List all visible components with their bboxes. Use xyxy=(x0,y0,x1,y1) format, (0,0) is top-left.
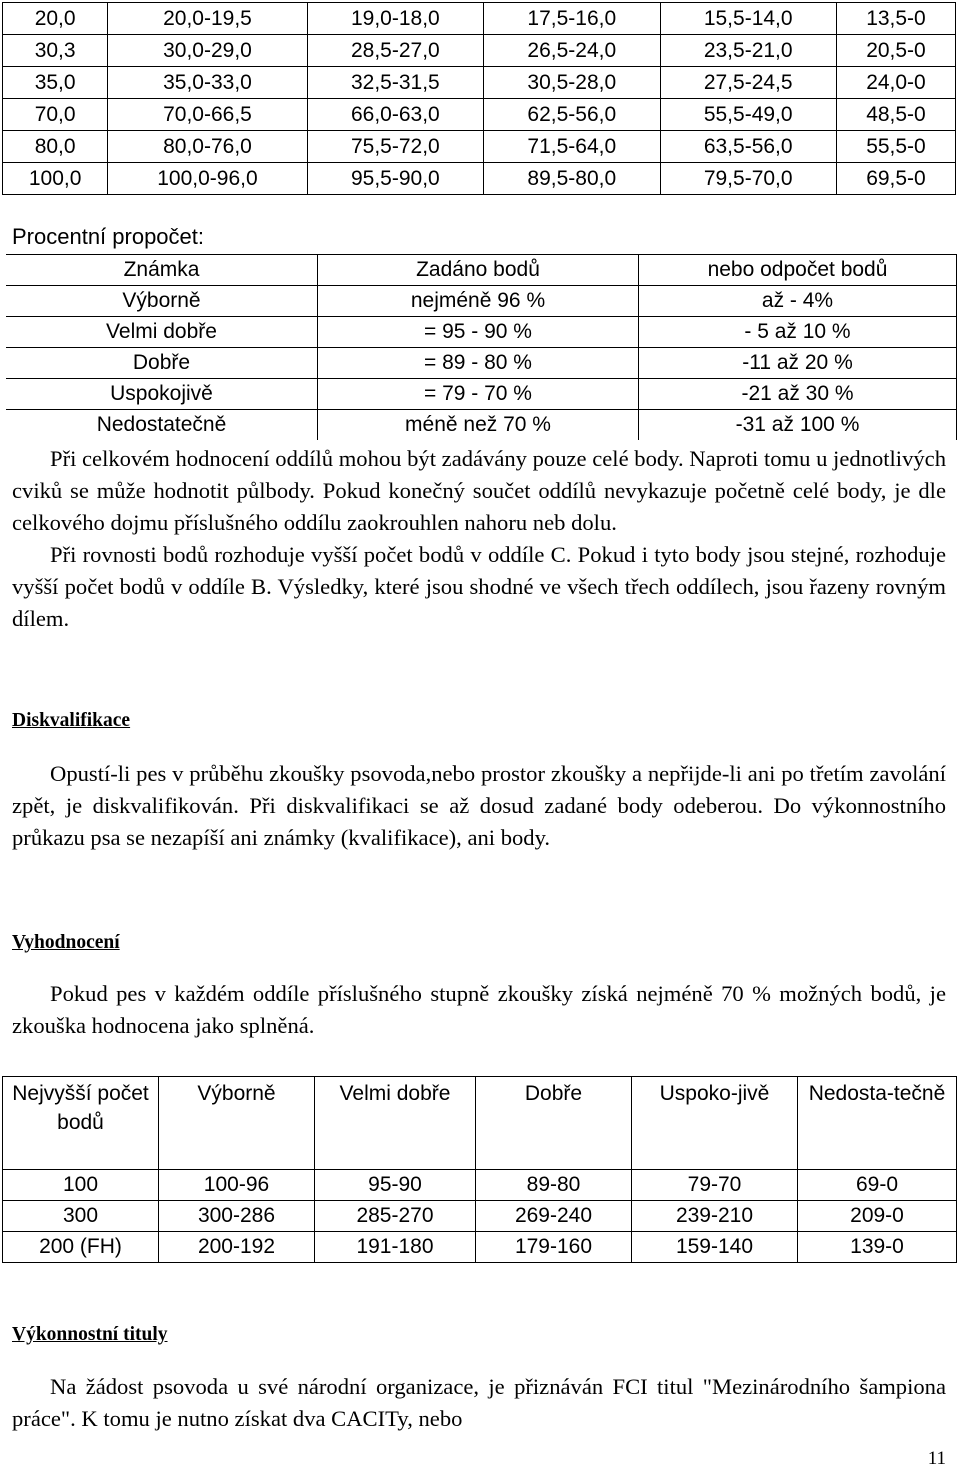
paragraph: Pokud pes v každém oddíle příslušného stupně zkoušky získá nejméně 70 % možných bodů, je zkouška hodnocena jako splněná. xyxy=(12,981,946,1038)
table-row xyxy=(3,163,956,195)
table-row xyxy=(3,3,956,35)
table-cell: 32,5-31,5 xyxy=(307,67,483,99)
table-cell: 300-286 xyxy=(159,1201,315,1232)
table-header-row xyxy=(3,1077,957,1170)
vyhodnoceni-text xyxy=(12,978,946,1042)
table-cell: 159-140 xyxy=(632,1232,798,1263)
table-cell: 75,5-72,0 xyxy=(307,131,483,163)
table-cell: 20,0 xyxy=(3,3,108,35)
table-cell: 70,0 xyxy=(3,99,108,131)
table-cell: 200-192 xyxy=(159,1232,315,1263)
section-heading-vyhodnoceni: Vyhodnocení xyxy=(12,932,120,953)
table-cell: -11 až 20 % xyxy=(639,348,957,379)
table-cell: Velmi dobře xyxy=(6,317,318,348)
rules-text xyxy=(12,443,946,635)
table-cell: 95-90 xyxy=(315,1170,476,1201)
table-cell: 28,5-27,0 xyxy=(307,35,483,67)
table-cell: 62,5-56,0 xyxy=(484,99,660,131)
percent-table xyxy=(6,254,957,440)
table-cell: 30,0-29,0 xyxy=(108,35,307,67)
table-cell: 20,0-19,5 xyxy=(108,3,307,35)
table-cell: = 79 - 70 % xyxy=(318,379,639,410)
table-cell: = 89 - 80 % xyxy=(318,348,639,379)
table-cell: 55,5-49,0 xyxy=(660,99,836,131)
table-cell: Výborně xyxy=(6,286,318,317)
table-row xyxy=(3,1201,957,1232)
table-cell: 17,5-16,0 xyxy=(484,3,660,35)
table-cell: 100,0 xyxy=(3,163,108,195)
header-cell: Nedosta-tečně xyxy=(798,1077,957,1170)
header-cell: Uspoko-jivě xyxy=(632,1077,798,1170)
table-cell: 69-0 xyxy=(798,1170,957,1201)
table-cell: 20,5-0 xyxy=(836,35,955,67)
table-cell: méně než 70 % xyxy=(318,410,639,441)
table-cell: 19,0-18,0 xyxy=(307,3,483,35)
table-cell: nejméně 96 % xyxy=(318,286,639,317)
table-row xyxy=(3,35,956,67)
table-row xyxy=(3,67,956,99)
table-cell: 100-96 xyxy=(159,1170,315,1201)
table-cell: - 5 až 10 % xyxy=(639,317,957,348)
table-cell: 100 xyxy=(3,1170,159,1201)
table-row xyxy=(6,286,957,317)
ranges-table xyxy=(2,2,956,195)
table-cell: 269-240 xyxy=(476,1201,632,1232)
table-cell: 89,5-80,0 xyxy=(484,163,660,195)
table-cell: 30,3 xyxy=(3,35,108,67)
paragraph: Při celkovém hodnocení oddílů mohou být zadávány pouze celé body. Naproti tomu u jednotlivých cviků se může hodnotit půlbody. Pokud konečný součet oddílů nevykazuje početně celé body, je dle celkového dojmu příslušného oddílu zaokrouhlen nahoru neb dolu. xyxy=(12,446,946,535)
header-cell: Dobře xyxy=(476,1077,632,1170)
table-cell: Dobře xyxy=(6,348,318,379)
table-cell: = 95 - 90 % xyxy=(318,317,639,348)
table-cell: 13,5-0 xyxy=(836,3,955,35)
table-cell: 80,0-76,0 xyxy=(108,131,307,163)
table-cell: 35,0-33,0 xyxy=(108,67,307,99)
table-cell: 89-80 xyxy=(476,1170,632,1201)
paragraph: Na žádost psovoda u své národní organizace, je přiznáván FCI titul "Mezinárodního šampiona práce". K tomu je nutno získat dva CACITy, nebo xyxy=(12,1374,946,1431)
table-cell: 23,5-21,0 xyxy=(660,35,836,67)
table-row xyxy=(3,1170,957,1201)
header-cell: Zadáno bodů xyxy=(318,255,639,286)
table-cell: 26,5-24,0 xyxy=(484,35,660,67)
header-cell: Nejvyšší počet bodů xyxy=(3,1077,159,1170)
table-cell: 15,5-14,0 xyxy=(660,3,836,35)
table-cell: 69,5-0 xyxy=(836,163,955,195)
table-cell: 209-0 xyxy=(798,1201,957,1232)
table-cell: 139-0 xyxy=(798,1232,957,1263)
header-cell: nebo odpočet bodů xyxy=(639,255,957,286)
table-cell: 80,0 xyxy=(3,131,108,163)
table-cell: 200 (FH) xyxy=(3,1232,159,1263)
table-cell: 35,0 xyxy=(3,67,108,99)
table-cell: 48,5-0 xyxy=(836,99,955,131)
table-cell: -31 až 100 % xyxy=(639,410,957,441)
header-cell: Velmi dobře xyxy=(315,1077,476,1170)
paragraph: Při rovnosti bodů rozhoduje vyšší počet bodů v oddíle C. Pokud i tyto body jsou stejné, rozhoduje vyšší počet bodů v oddíle B. Výsledky, které jsou shodné ve všech třech oddílech, jsou řazeny rovným dílem. xyxy=(12,542,946,631)
table-cell: 66,0-63,0 xyxy=(307,99,483,131)
header-cell: Známka xyxy=(6,255,318,286)
table-row xyxy=(3,99,956,131)
percent-title: Procentní propočet: xyxy=(12,224,205,249)
table-cell: 30,5-28,0 xyxy=(484,67,660,99)
table-cell: 79,5-70,0 xyxy=(660,163,836,195)
table-row xyxy=(6,348,957,379)
tituly-text xyxy=(12,1371,946,1435)
table-cell: 239-210 xyxy=(632,1201,798,1232)
table-row xyxy=(6,379,957,410)
table-cell: 24,0-0 xyxy=(836,67,955,99)
table-cell: 27,5-24,5 xyxy=(660,67,836,99)
table-row xyxy=(6,317,957,348)
table-row xyxy=(3,1232,957,1263)
section-heading-tituly: Výkonnostní tituly xyxy=(12,1324,168,1345)
summary-table xyxy=(2,1076,957,1263)
table-cell: 95,5-90,0 xyxy=(307,163,483,195)
table-cell: Nedostatečně xyxy=(6,410,318,441)
paragraph: Opustí-li pes v průběhu zkoušky psovoda,nebo prostor zkoušky a nepřijde-li ani po třetím zavolání zpět, je diskvalifikován. Při diskvalifikaci se až dosud zadané body odeberou. Do výkonnostního průkazu psa se nezapíší ani známky (kvalifikace), ani body. xyxy=(12,761,946,850)
table-cell: 100,0-96,0 xyxy=(108,163,307,195)
table-row xyxy=(3,131,956,163)
table-cell: 79-70 xyxy=(632,1170,798,1201)
table-cell: 300 xyxy=(3,1201,159,1232)
table-header-row xyxy=(6,255,957,286)
table-cell: 285-270 xyxy=(315,1201,476,1232)
table-cell: 191-180 xyxy=(315,1232,476,1263)
diskvalifikace-text xyxy=(12,758,946,854)
table-cell: až - 4% xyxy=(639,286,957,317)
table-cell: 179-160 xyxy=(476,1232,632,1263)
section-heading-diskvalifikace: Diskvalifikace xyxy=(12,710,131,731)
table-cell: 70,0-66,5 xyxy=(108,99,307,131)
header-cell: Výborně xyxy=(159,1077,315,1170)
table-cell: 71,5-64,0 xyxy=(484,131,660,163)
table-cell: 55,5-0 xyxy=(836,131,955,163)
table-cell: Uspokojivě xyxy=(6,379,318,410)
table-row xyxy=(6,410,957,441)
page-number: 11 xyxy=(927,1448,946,1469)
table-cell: 63,5-56,0 xyxy=(660,131,836,163)
table-cell: -21 až 30 % xyxy=(639,379,957,410)
